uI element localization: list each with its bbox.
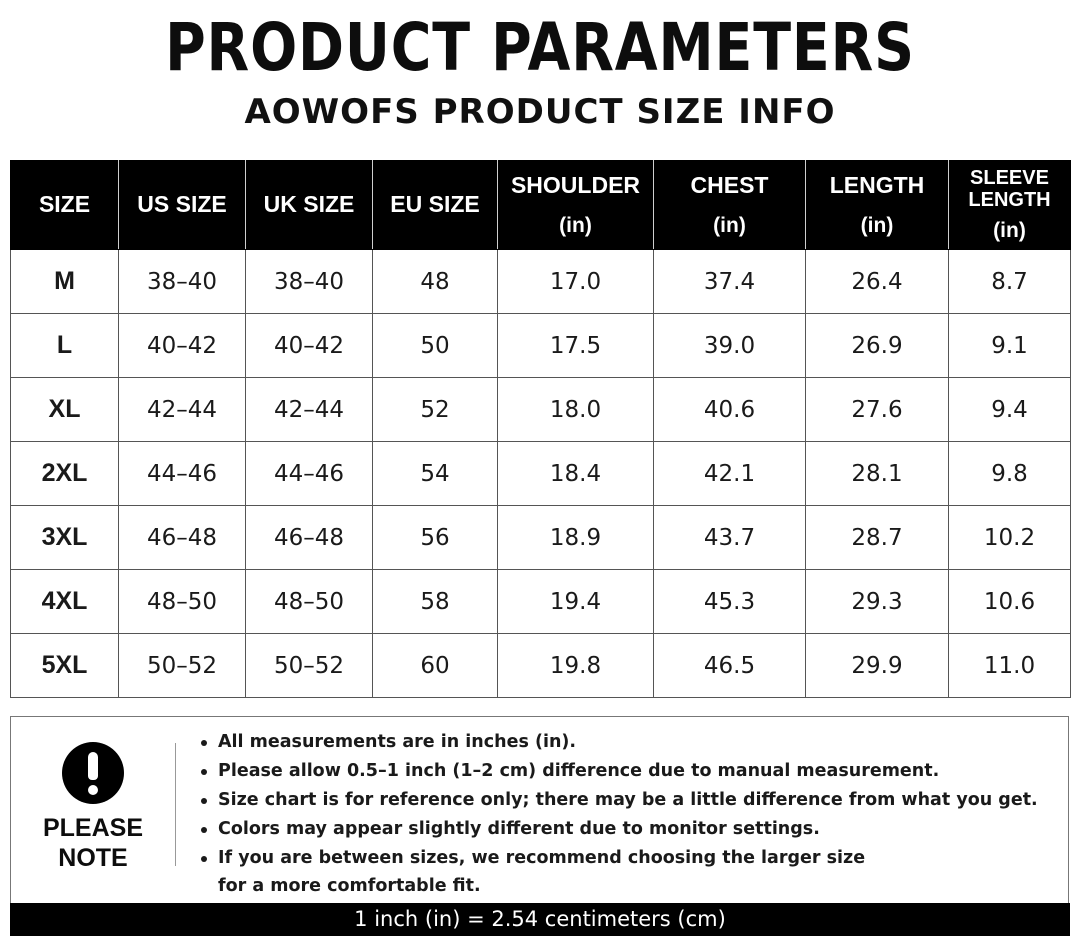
cell-length: 29.9 (806, 634, 949, 698)
cell-shoulder: 18.0 (498, 378, 654, 442)
cell-shoulder: 17.5 (498, 314, 654, 378)
cell-chest: 43.7 (654, 506, 806, 570)
size-chart-table (10, 160, 1071, 698)
cell-eu-size: 50 (373, 314, 498, 378)
cell-uk-size: 38–40 (246, 250, 373, 314)
cell-chest: 40.6 (654, 378, 806, 442)
cell-us-size: 38–40 (119, 250, 246, 314)
cell-size: 4XL (11, 570, 119, 634)
column-header-size: SIZE (11, 161, 119, 250)
page-subtitle: AOWOFS PRODUCT SIZE INFO (244, 92, 836, 132)
cell-uk-size: 40–42 (246, 314, 373, 378)
cell-length: 29.3 (806, 570, 949, 634)
list-item: Colors may appear slightly different due to monitor settings. (199, 815, 1059, 844)
cell-shoulder: 17.0 (498, 250, 654, 314)
column-unit: (in) (993, 219, 1026, 243)
cell-length: 28.7 (806, 506, 949, 570)
cell-shoulder: 19.4 (498, 570, 654, 634)
cell-shoulder: 18.4 (498, 442, 654, 506)
cell-size: L (11, 314, 119, 378)
cell-length: 26.9 (806, 314, 949, 378)
cell-us-size: 42–44 (119, 378, 246, 442)
note-divider (175, 743, 176, 866)
cell-length: 26.4 (806, 250, 949, 314)
cell-chest: 46.5 (654, 634, 806, 698)
cell-us-size: 44–46 (119, 442, 246, 506)
cell-length: 27.6 (806, 378, 949, 442)
cell-sleeve-length: 8.7 (949, 250, 1071, 314)
column-header-chest: CHEST (in) (654, 161, 806, 250)
table-row (11, 442, 1071, 506)
exclamation-circle-icon (62, 742, 124, 804)
column-header-us-size: US SIZE (119, 161, 246, 250)
cell-sleeve-length: 11.0 (949, 634, 1071, 698)
cell-shoulder: 18.9 (498, 506, 654, 570)
note-list (199, 728, 1059, 899)
cell-eu-size: 52 (373, 378, 498, 442)
cell-size: 2XL (11, 442, 119, 506)
cell-eu-size: 48 (373, 250, 498, 314)
cell-sleeve-length: 9.1 (949, 314, 1071, 378)
cell-chest: 42.1 (654, 442, 806, 506)
table-row (11, 634, 1071, 698)
table-header-row (11, 161, 1071, 250)
column-header-sleeve-length: SLEEVE LENGTH (in) (949, 161, 1071, 250)
cell-length: 28.1 (806, 442, 949, 506)
cell-us-size: 46–48 (119, 506, 246, 570)
cell-us-size: 50–52 (119, 634, 246, 698)
list-item: Please allow 0.5–1 inch (1–2 cm) difference due to manual measurement. (199, 757, 1059, 786)
table-row (11, 570, 1071, 634)
cell-uk-size: 46–48 (246, 506, 373, 570)
column-header-uk-size: UK SIZE (246, 161, 373, 250)
table-row (11, 378, 1071, 442)
conversion-footer: 1 inch (in) = 2.54 centimeters (cm) (10, 903, 1070, 936)
cell-chest: 37.4 (654, 250, 806, 314)
column-header-eu-size: EU SIZE (373, 161, 498, 250)
column-unit: (in) (713, 214, 746, 238)
page-title: PRODUCT PARAMETERS (165, 9, 915, 86)
table-row (11, 314, 1071, 378)
cell-uk-size: 44–46 (246, 442, 373, 506)
cell-eu-size: 58 (373, 570, 498, 634)
list-item: Size chart is for reference only; there may be a little difference from what you get. (199, 786, 1059, 815)
column-header-length: LENGTH (in) (806, 161, 949, 250)
table-row (11, 250, 1071, 314)
list-item: All measurements are in inches (in). (199, 728, 1059, 757)
cell-chest: 39.0 (654, 314, 806, 378)
cell-chest: 45.3 (654, 570, 806, 634)
list-item: If you are between sizes, we recommend choosing the larger size for a more comfortable fit. (199, 844, 1059, 899)
cell-sleeve-length: 10.2 (949, 506, 1071, 570)
column-header-shoulder: SHOULDER (in) (498, 161, 654, 250)
cell-uk-size: 48–50 (246, 570, 373, 634)
column-unit: (in) (860, 214, 894, 238)
cell-uk-size: 42–44 (246, 378, 373, 442)
cell-size: M (11, 250, 119, 314)
cell-eu-size: 60 (373, 634, 498, 698)
cell-size: 3XL (11, 506, 119, 570)
cell-sleeve-length: 10.6 (949, 570, 1071, 634)
cell-uk-size: 50–52 (246, 634, 373, 698)
cell-sleeve-length: 9.4 (949, 378, 1071, 442)
cell-size: XL (11, 378, 119, 442)
cell-us-size: 40–42 (119, 314, 246, 378)
cell-size: 5XL (11, 634, 119, 698)
please-note-label: PLEASE NOTE (42, 814, 144, 872)
cell-us-size: 48–50 (119, 570, 246, 634)
please-note-box (10, 716, 1069, 904)
table-row (11, 506, 1071, 570)
column-unit: (in) (559, 214, 592, 238)
cell-eu-size: 56 (373, 506, 498, 570)
cell-shoulder: 19.8 (498, 634, 654, 698)
cell-eu-size: 54 (373, 442, 498, 506)
cell-sleeve-length: 9.8 (949, 442, 1071, 506)
